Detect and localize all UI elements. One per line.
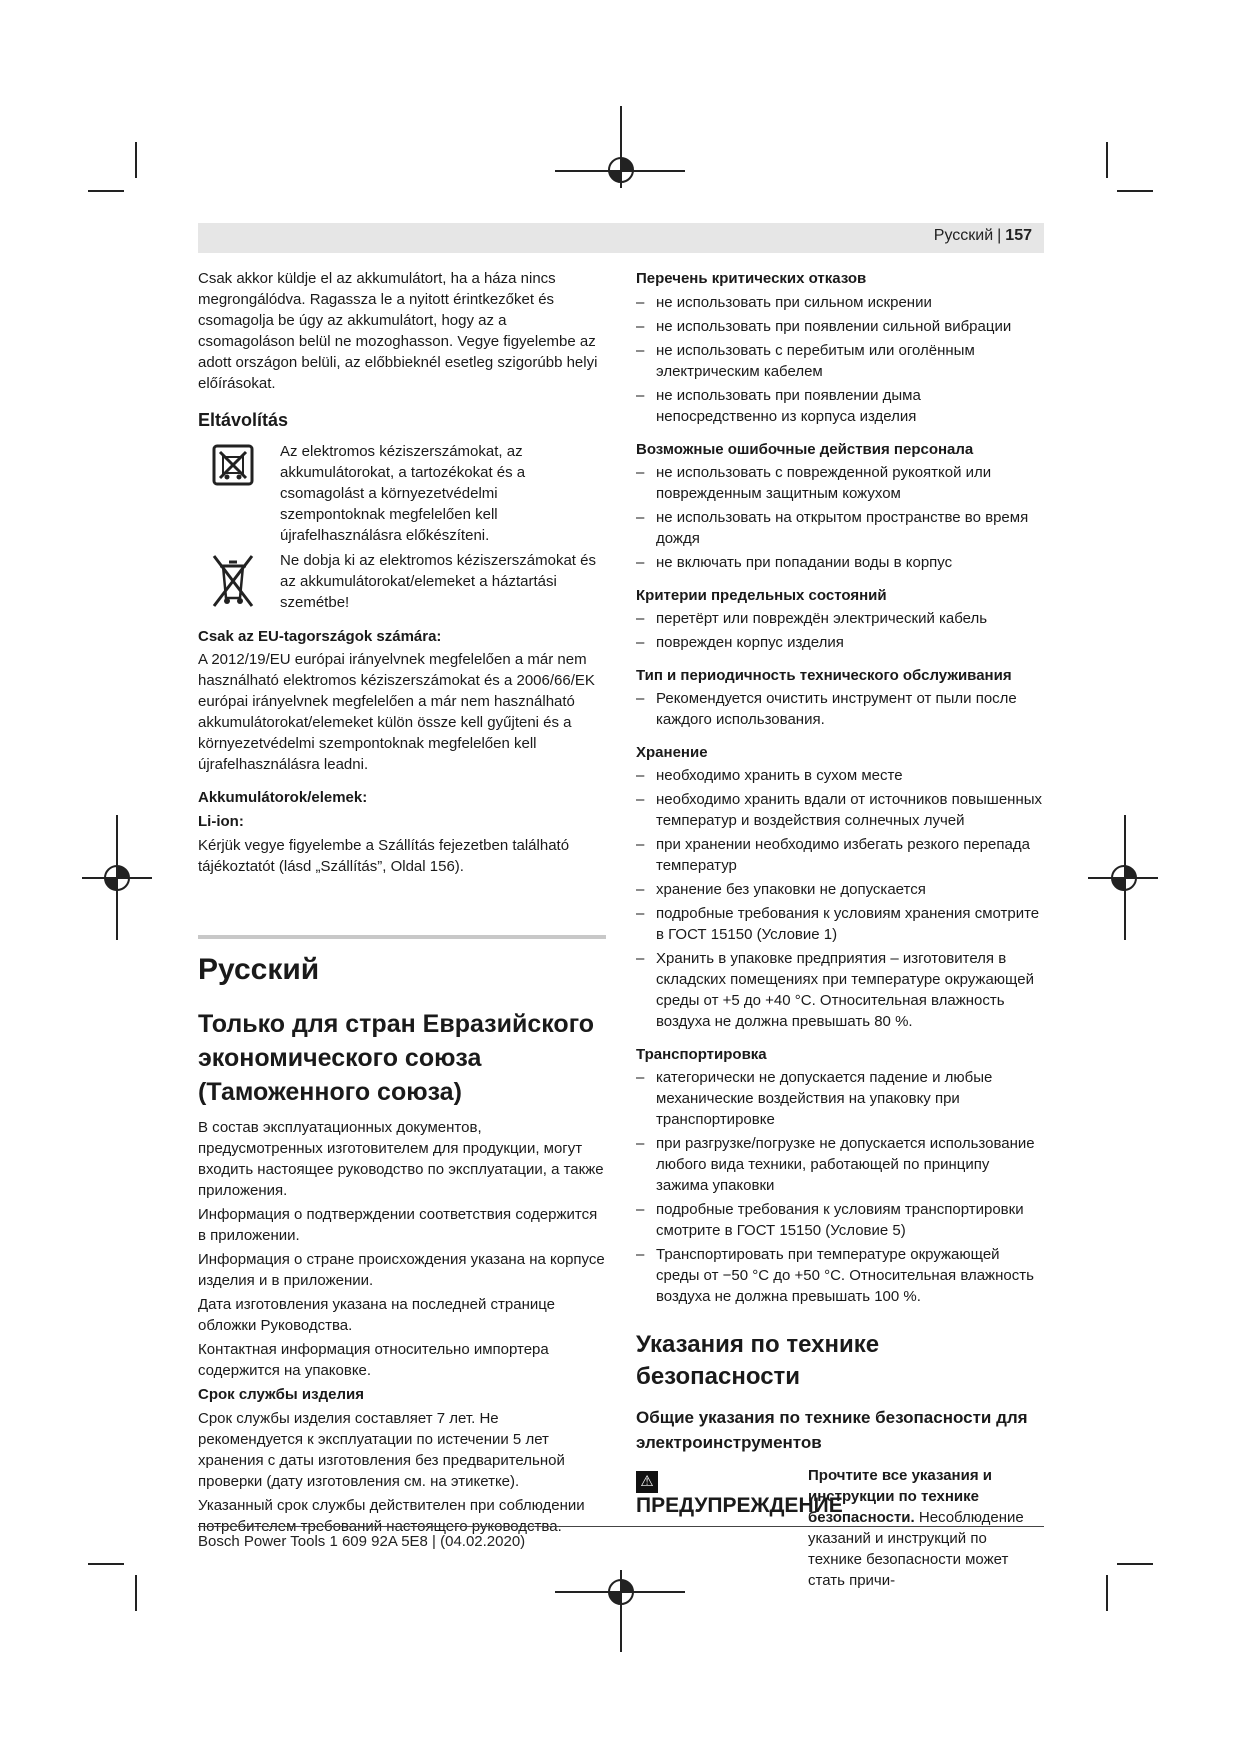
eaeu-title: Только для стран Евразийского экономического союза (Таможенного союза) <box>198 1010 595 1106</box>
disposal-heading: Eltávolítás <box>198 410 289 430</box>
recycle-box-icon <box>211 443 255 487</box>
header-text <box>934 227 1032 245</box>
warning-block <box>636 1465 1044 1591</box>
list-item: – поврежден корпус изделия <box>636 632 1044 653</box>
list-item: – хранение без упаковки не допускается <box>636 879 1044 900</box>
crop-mark-bottom-right-v <box>1106 1575 1108 1611</box>
section-divider <box>198 935 606 939</box>
safety-subtitle: Общие указания по технике безопасности для электроинструментов <box>636 1408 1028 1452</box>
eaeu-paragraph: Информация о стране происхождения указана на корпусе изделия и в приложении. <box>198 1251 605 1289</box>
transport-list <box>636 1067 1044 1307</box>
warning-intro <box>796 1465 1044 1591</box>
storage-heading: Хранение <box>636 744 708 761</box>
page-header <box>198 223 1044 253</box>
list-item: – перетёрт или повреждён электрический кабель <box>636 608 1044 629</box>
list-item: – не использовать при появлении дыма непосредственно из корпуса изделия <box>636 385 1044 427</box>
liion-paragraph: Kérjük vegye figyelembe a Szállítás fejezetben található tájékoztatót (lásd „Szállítás”, Oldal 156). <box>198 837 570 875</box>
liion-heading: Li-ion: <box>198 813 244 830</box>
limit-states-list <box>636 608 1044 653</box>
critical-failures-heading: Перечень критических отказов <box>636 270 867 287</box>
crop-mark-bottom-left-h <box>88 1563 124 1565</box>
service-life-paragraph: Срок службы изделия составляет 7 лет. Не рекомендуется к эксплуатации по истечении 5 лет хранения с даты изготовления без предварительной проверки (дату изготовления см. на этикетке). <box>198 1410 565 1490</box>
russian-title: Русский <box>198 953 320 986</box>
registration-mark-right <box>1102 856 1146 900</box>
crossed-bin-icon <box>210 552 256 610</box>
right-column <box>636 268 1044 1591</box>
list-item: – не включать при попадании воды в корпус <box>636 552 1044 573</box>
warning-triangle-icon: ⚠ <box>636 1471 658 1493</box>
list-item: – не использовать с перебитым или оголённым электрическим кабелем <box>636 340 1044 382</box>
registration-mark-top <box>599 148 643 192</box>
list-item: – при разгрузке/погрузке не допускается использование любого вида техники, работающей по принципу зажима упаковки <box>636 1133 1044 1196</box>
list-item: – не использовать на открытом пространстве во время дождя <box>636 507 1044 549</box>
footer-text: Bosch Power Tools 1 609 92A 5E8 | (04.02.2020) <box>198 1533 526 1550</box>
list-item: – Хранить в упаковке предприятия – изготовителя в складских помещениях при температуре окружающей среды от +5 до +40 °C. Относительная влажность воздуха не должна превышать 80 %. <box>636 948 1044 1032</box>
warning-label: ПРЕДУПРЕЖДЕНИЕ <box>636 1494 843 1517</box>
eu-paragraph: A 2012/19/EU európai irányelvnek megfelelően a már nem használható elektromos kéziszerszámokat és a 2006/66/EK európai irányelvnek megfelelően a már nem használható akkumulátorokat/elemeket külön össze kell gyűjteni és a környezetvédelmi szempontoknak megfelelően kell újrafelhasználásra leadni. <box>198 651 595 773</box>
list-item: – не использовать с поврежденной рукояткой или поврежденным защитным кожухом <box>636 462 1044 504</box>
warning-bold-text: Прочтите все указания и инструкции по технике безопасности. <box>808 1467 992 1526</box>
list-item: – категорически не допускается падение и любые механические воздействия на упаковку при транспортировке <box>636 1067 1044 1130</box>
disposal-text-1: Az elektromos kéziszerszámokat, az akkumulátorokat, a tartozékokat és a csomagolást a környezetvédelmi szempontoknak megfelelően kell újrafelhasználásra előkészíteni. <box>280 443 526 544</box>
eaeu-paragraph: Контактная информация относительно импортера содержится на упаковке. <box>198 1341 549 1379</box>
list-item: – подробные требования к условиям хранения смотрите в ГОСТ 15150 (Условие 1) <box>636 903 1044 945</box>
crop-mark-bottom-right-h <box>1117 1563 1153 1565</box>
crop-mark-top-left-h <box>88 190 124 192</box>
list-item: – подробные требования к условиям транспортировки смотрите в ГОСТ 15150 (Условие 5) <box>636 1199 1044 1241</box>
maintenance-list <box>636 688 1044 730</box>
list-item: – не использовать при появлении сильной вибрации <box>636 316 1044 337</box>
footer-rule <box>198 1526 1044 1527</box>
list-item: – при хранении необходимо избегать резкого перепада температур <box>636 834 1044 876</box>
service-life-paragraph: Указанный срок службы действителен при соблюдении потребителем требований настоящего руководства. <box>198 1497 585 1535</box>
disposal-row-1 <box>198 441 606 546</box>
critical-failures-list <box>636 292 1044 427</box>
personnel-errors-list <box>636 462 1044 573</box>
safety-title: Указания по технике безопасности <box>636 1331 880 1390</box>
disposal-text-2: Ne dobja ki az elektromos kéziszerszámokat és az akkumulátorokat/elemeket a háztartási szemétbe! <box>280 552 596 611</box>
eaeu-paragraph: В состав эксплуатационных документов, предусмотренных изготовителем для продукции, могут входить настоящее руководство по эксплуатации, а также приложения. <box>198 1119 604 1199</box>
eaeu-paragraph: Дата изготовления указана на последней странице обложки Руководства. <box>198 1296 556 1334</box>
warning-text: Несоблюдение указаний и инструкций по технике безопасности может стать причи- <box>808 1509 1024 1589</box>
service-life-heading: Срок службы изделия <box>198 1386 364 1403</box>
crop-mark-top-left-v <box>135 142 137 178</box>
crop-mark-bottom-left-v <box>135 1575 137 1611</box>
transport-heading: Транспортировка <box>636 1046 767 1063</box>
disposal-row-2 <box>198 550 606 614</box>
intro-paragraph: Csak akkor küldje el az akkumulátort, ha a háza nincs megrongálódva. Ragassza le a nyitott érintkezőket és csomagolja be úgy az akkumulátort, hogy az a csomagoláson belül ne mozoghasson. Vegye figyelembe az adott országon belüli, az előbbieknél esetleg szigorúbb helyi előírásokat. <box>198 270 598 392</box>
page-number: 157 <box>1005 227 1032 244</box>
list-item: – не использовать при сильном искрении <box>636 292 1044 313</box>
list-item: – Транспортировать при температуре окружающей среды от −50 °C до +50 °C. Относительная влажность воздуха не должна превышать 100 %. <box>636 1244 1044 1307</box>
eu-heading: Csak az EU-tagországok számára: <box>198 628 442 645</box>
eaeu-paragraph: Информация о подтверждении соответствия содержится в приложении. <box>198 1206 598 1244</box>
maintenance-heading: Тип и периодичность технического обслуживания <box>636 667 1012 684</box>
header-separator: | <box>997 227 1002 244</box>
header-section: Русский <box>933 227 994 244</box>
left-column <box>198 268 606 1540</box>
list-item: – необходимо хранить в сухом месте <box>636 765 1044 786</box>
crop-mark-top-right-h <box>1117 190 1153 192</box>
registration-mark-left <box>95 856 139 900</box>
list-item: – Рекомендуется очистить инструмент от пыли после каждого использования. <box>636 688 1044 730</box>
list-item: – необходимо хранить вдали от источников повышенных температур и воздействия солнечных лучей <box>636 789 1044 831</box>
warning-label-box <box>636 1465 843 1591</box>
storage-list <box>636 765 1044 1032</box>
crop-mark-top-right-v <box>1106 142 1108 178</box>
personnel-errors-heading: Возможные ошибочные действия персонала <box>636 441 974 458</box>
batteries-heading: Akkumulátorok/elemek: <box>198 789 368 806</box>
limit-states-heading: Критерии предельных состояний <box>636 587 887 604</box>
